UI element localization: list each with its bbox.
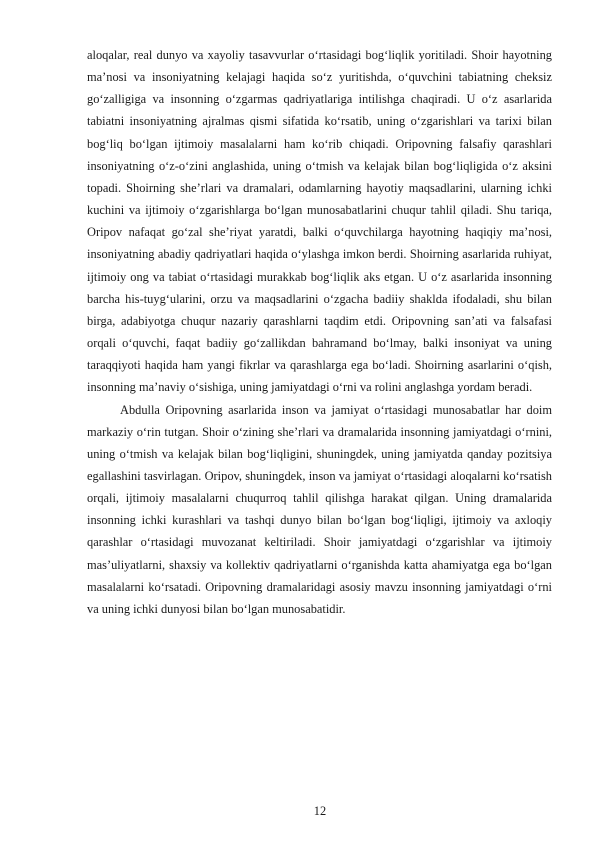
page-number: 12 [313, 804, 327, 818]
body-text [87, 44, 552, 620]
paragraph-oripov-society: Abdulla Oripovning asarlarida inson va jamiyat o‘rtasidagi munosabatlar har doim markaziy o‘rin tutgan. Shoir o‘zining she’rlari va dramalarida insonning jamiyatdagi o‘rnini, uning o‘tmish va kelajak bilan bog‘liqligini, shuningdek, uning jamiyatda qanday pozitsiya egallashini tasvirlagan. Oripov, shuningdek, inson va jamiyat o‘rtasidagi aloqalarni ko‘rsatish orqali, ijtimoiy masalalarni chuqurroq tahlil qilishga harakat qilgan. Uning dramalarida insonning ichki kurashlari va tashqi dunyo bilan bo‘lgan bog‘liqligi, ijtimoiy va axloqiy qarashlar o‘rtasidagi muvozanat keltiriladi. Shoir jamiyatdagi o‘zgarishlar va ijtimoiy mas’uliyatlarni, shaxsiy va kollektiv qadriyatlarni o‘rganishda katta ahamiyatga ega bo‘lgan masalalarni ko‘rsatadi. Oripovning dramalaridagi asosiy mavzu insonning jamiyatdagi o‘rni va uning ichki dunyosi bilan bo‘lgan munosabatidir. [87, 402, 552, 616]
paragraph-continuation: aloqalar, real dunyo va xayoliy tasavvurlar o‘rtasidagi bog‘liqlik yoritiladi. Shoir hayotning ma’nosi va insoniyatning kelajagi haqida so‘z yuritishda, o‘quvchini tabiatning cheksiz go‘zalligiga va insonning o‘zgarmas qadriyatlariga intilishga chaqiradi. U o‘z asarlarida tabiatni insoniyatning ajralmas qismi sifatida ko‘rsatib, uning o‘zgarishlari va tarixi bilan bog‘liq bo‘lgan ijtimoiy masalalarni ham ko‘rib chiqadi. Oripovning falsafiy qarashlari insoniyatning o‘z-o‘zini anglashida, uning o‘tmish va kelajak bilan bog‘liqligida o‘z aksini topadi. Shoirning she’rlari va dramalari, odamlarning hayotiy maqsadlarini, ularning ichki kuchini va ijtimoiy o‘zgarishlarga bo‘lgan munosabatlarini chuqur tahlil qiladi. Shu tariqa, Oripov nafaqat go‘zal she’riyat yaratdi, balki o‘quvchilarga hayotning haqiqiy ma’nosi, insoniyatning abadiy qadriyatlari haqida o‘ylashga imkon berdi. Shoirning asarlarida ruhiyat, ijtimoiy ong va tabiat o‘rtasidagi murakkab bog‘liqlik aks etgan. U o‘z asarlarida insonning barcha his-tuyg‘ularini, orzu va maqsadlarini o‘zgacha badiiy shaklda ifodaladi, shu bilan birga, adabiyotga chuqur nazariy qarashlarni taqdim etdi. Oripovning san’ati va falsafasi orqali o‘quvchi, faqat badiiy go‘zallikdan bahramand bo‘lmay, balki insoniyat va uning taraqqiyoti haqida ham yangi fikrlar va qarashlarga ega bo‘ladi. Shoirning asarlarini o‘qish, insonning ma’naviy o‘sishiga, uning jamiyatdagi o‘rni va rolini anglashga yordam beradi. [87, 48, 552, 395]
